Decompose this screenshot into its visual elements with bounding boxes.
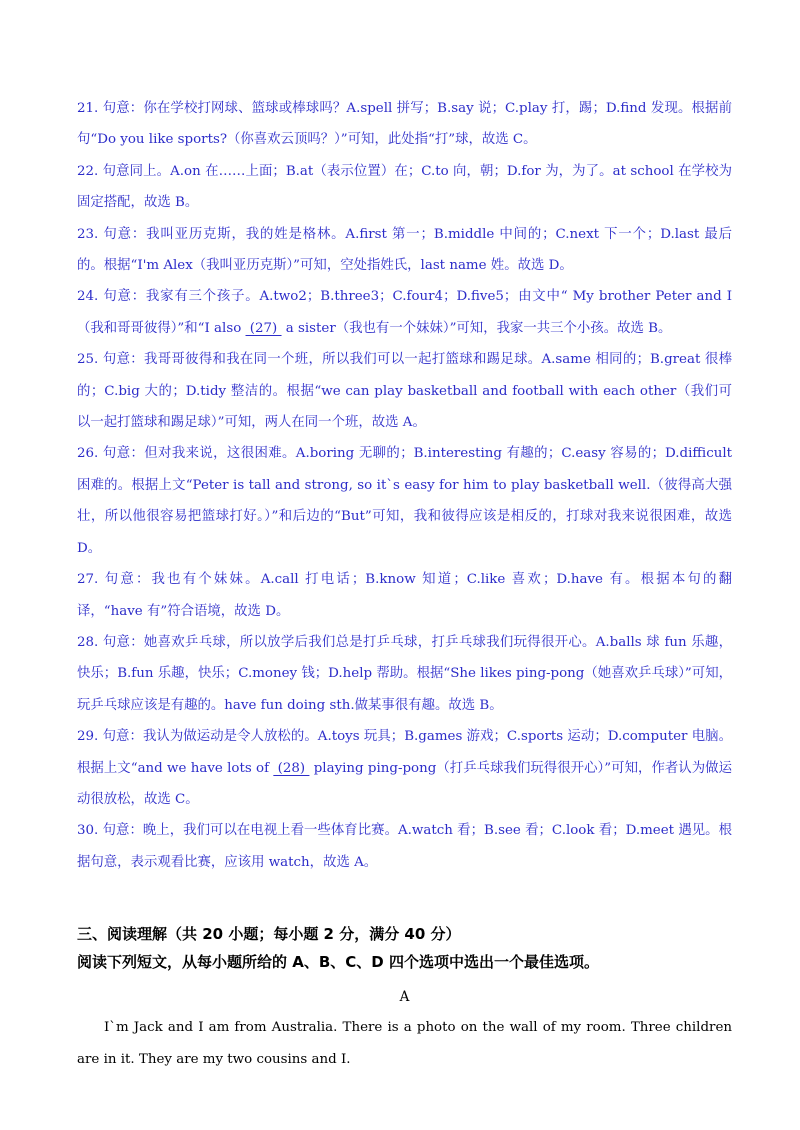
explanation-item bbox=[77, 93, 732, 156]
explanation-item bbox=[77, 219, 732, 282]
explanation-text: 25. 句意：我哥哥彼得和我在同一个班，所以我们可以一起打篮球和踢足球。A.same 相同的；B.great 很棒的；C.big 大的；D.tidy 整洁的。根据“we can play basketball and football with each other（我们可以一起打篮球和踢足球）”可知，两人在同一个班，故选 A。 bbox=[77, 352, 732, 431]
answer-explanations bbox=[77, 93, 732, 878]
blank-number: (28) bbox=[273, 760, 310, 776]
explanation-text: 29. 句意：我认为做运动是令人放松的。A.toys 玩具；B.games 游戏；C.sports 运动；D.computer 电脑。根据上文“and we have lots of bbox=[77, 729, 732, 776]
explanation-item bbox=[77, 438, 732, 564]
explanation-item bbox=[77, 815, 732, 878]
explanation-text: 24. 句意：我家有三个孩子。A.two2；B.three3；C.four4；D.five5；由文中“ My brother Peter and I（我和哥哥彼得）”和“I also bbox=[77, 289, 732, 336]
explanation-text: 21. 句意：你在学校打网球、篮球或棒球吗？A.spell 拼写；B.say 说；C.play 打，踢；D.find 发现。根据前句“Do you like sports?（你喜欢云顶吗？）”可知，此处指“打”球，故选 C。 bbox=[77, 101, 732, 148]
explanation-item bbox=[77, 344, 732, 438]
explanation-text: 30. 句意：晚上，我们可以在电视上看一些体育比赛。A.watch 看；B.see 看；C.look 看；D.meet 遇见。根据句意，表示观看比赛，应该用 watch，故选 A。 bbox=[77, 823, 732, 870]
passage-paragraph: I`m Jack and I am from Australia. There is a photo on the wall of my room. Three children are in it. They are my two cousins and I. bbox=[77, 1020, 732, 1067]
explanation-text: 22. 句意同上。A.on 在……上面；B.at（表示位置）在；C.to 向，朝；D.for 为，为了。at school 在学校为固定搭配，故选 B。 bbox=[77, 163, 732, 211]
explanation-text: a sister（我也有一个妹妹）”可知，我家一共三个小孩。故选 B。 bbox=[281, 320, 672, 336]
explanation-text: 28. 句意：她喜欢乒乓球，所以放学后我们总是打乒乓球，打乒乓球我们玩得很开心。A.balls 球 fun 乐趣，快乐；B.fun 乐趣，快乐；C.money 钱；D.help 帮助。根据“She likes ping-pong（她喜欢乒乓球）”可知，玩乒乓球应该是有趣的。have fun doing sth.做某事很有趣。故选 B。 bbox=[77, 634, 732, 713]
explanation-text: 26. 句意：但对我来说，这很困难。A.boring 无聊的；B.interesting 有趣的；C.easy 容易的；D.difficult 困难的。根据上文“Peter is tall and strong, so it`s easy for him to play basketball well.（彼得高大强壮，所以他很容易把篮球打好。）”和后边的“But”可知，我和彼得应该是相反的，打球对我来说很困难，故选 D。 bbox=[77, 446, 732, 556]
explanation-text: playing ping-pong（打乒乓球我们玩得很开心）”可知，作者认为做运动很放松，故选 C。 bbox=[77, 760, 732, 807]
passage-letter: A bbox=[399, 989, 410, 1006]
explanation-text: 27. 句意：我也有个妹妹。A.call 打电话；B.know 知道；C.like 喜欢；D.have 有。根据本句的翻译，“have 有”符合语境，故选 D。 bbox=[77, 572, 732, 619]
explanation-item bbox=[77, 564, 732, 627]
explanation-item bbox=[77, 627, 732, 721]
section-title: 三、阅读理解（共 20 小题；每小题 2 分，满分 40 分） bbox=[77, 925, 461, 944]
document-page bbox=[77, 93, 732, 1075]
explanation-item bbox=[77, 156, 732, 219]
blank-number: (27) bbox=[245, 320, 282, 336]
explanation-item bbox=[77, 721, 732, 815]
section-instruction: 阅读下列短文，从每小题所给的 A、B、C、D 四个选项中选出一个最佳选项。 bbox=[77, 953, 599, 972]
explanation-item bbox=[77, 281, 732, 344]
explanation-text: 23. 句意：我叫亚历克斯，我的姓是格林。A.first 第一；B.middle 中间的；C.next 下一个；D.last 最后的。根据“I'm Alex（我叫亚历克斯）”可知，空处指姓氏，last name 姓。故选 D。 bbox=[77, 226, 732, 274]
